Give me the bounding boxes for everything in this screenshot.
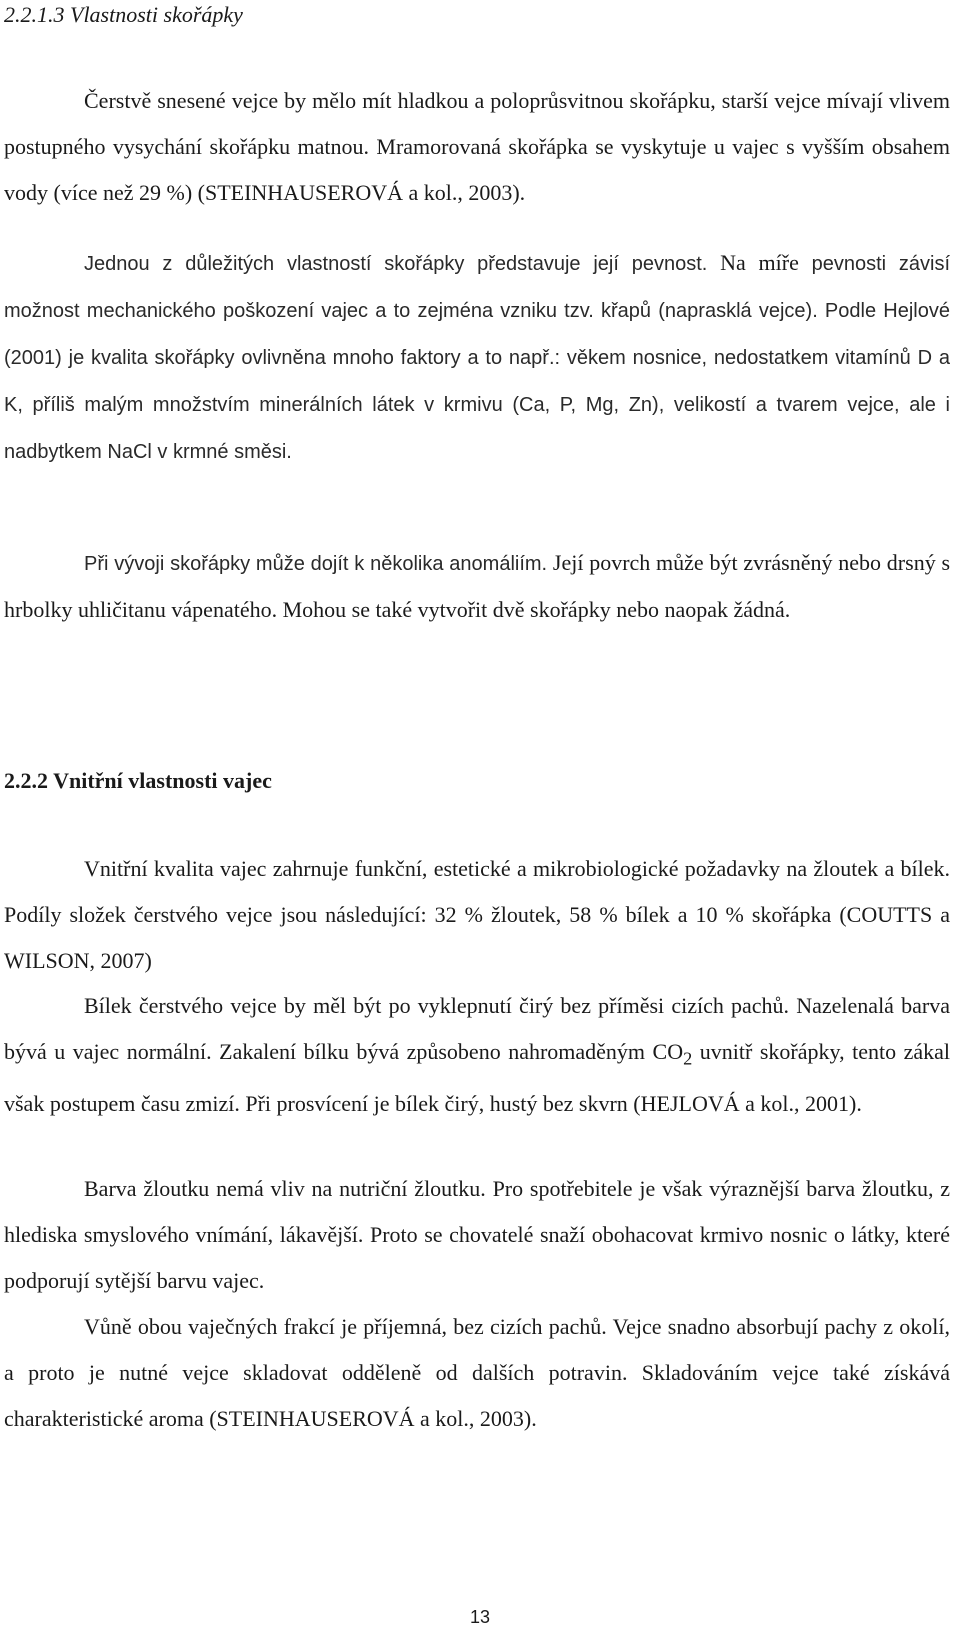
paragraph-text: Čerstvě snesené vejce by mělo mít hladkou a poloprůsvitnou skořápku, starší vejce mívají vlivem postupného vysychání skořápku matnou. Mramorovaná skořápka se vyskytuje u vajec s vyšším obsahem vody (více než 29 %) (STEINHAUSEROVÁ a kol., 2003). xyxy=(4,88,950,205)
text-run: věkem nosnice, nedostatkem vitamínů D a K, příliš malým množstvím minerálních látek v krmivu (Ca, P, Mg, Zn), velikostí a tvarem vejce, ale i nadbytkem NaCl v krmné směsi. xyxy=(4,347,950,463)
text-run: pevnosti závisí možnost mechanického poškození vajec a to zejména vzniku tzv. křapů (naprasklá vejce). xyxy=(4,253,951,322)
text-run: Při vývoji skořápky může dojít k několika anomáliím. xyxy=(84,553,548,575)
section-heading-shell-properties: 2.2.1.3 Vlastnosti skořápky xyxy=(4,2,243,27)
text-run: Podle Hejlové (2001) je kvalita skořápky ovlivněna mnoho faktory a to např.: xyxy=(4,300,950,369)
text-run: uvnitř skořápky, tento zákal však postupem času zmizí. Při prosvícení je bílek čirý, hustý bez skvrn (HEJLOVÁ a kol., 2001). xyxy=(4,1039,951,1117)
text-run: Na míře xyxy=(720,250,799,275)
paragraph-text: Vůně obou vaječných frakcí je příjemná, bez cizích pachů. Vejce snadno absorbují pachy z okolí, a proto je nutné vejce skladovat odděleně od dalších potravin. Skladováním vejce také získává charakteristické aroma (STEINHAUSEROVÁ a kol., 2003). xyxy=(4,1314,950,1431)
paragraph-internal-quality xyxy=(4,846,950,984)
text-run: Bílek čerstvého vejce by měl být po vyklepnutí čirý bez příměsi cizích pachů. Nazelenalá barva bývá u vajec normální. Zakalení bílku bývá způsobeno nahromaděným CO xyxy=(4,993,950,1064)
paragraph-text: Vnitřní kvalita vajec zahrnuje funkční, estetické a mikrobiologické požadavky na žloutek a bílek. Podíly složek čerstvého vejce jsou následující: 32 % žloutek, 58 % bílek a 10 % skořápka (COUTTS a WILSON, 2007) xyxy=(4,856,950,973)
paragraph-shell-appearance xyxy=(4,78,950,216)
paragraph-text: Barva žloutku nemá vliv na nutriční žloutku. Pro spotřebitele je však výraznější barva žloutku, z hlediska smyslového vnímání, lákavější. Proto se chovatelé snaží obohacovat krmivo nosnic o látky, které podporují sytější barvu vajec. xyxy=(4,1176,950,1293)
section-heading-internal-properties: 2.2.2 Vnitřní vlastnosti vajec xyxy=(4,768,272,793)
page-number: 13 xyxy=(469,1607,491,1627)
paragraph-shell-strength xyxy=(4,240,950,475)
paragraph-egg-white xyxy=(4,983,950,1127)
text-run: Její povrch může být zvrásněný nebo drsný s hrbolky uhličitanu vápenatého. Mohou se také vytvořit dvě skořápky nebo naopak žádná. xyxy=(4,550,951,622)
paragraph-yolk-color xyxy=(4,1166,950,1304)
paragraph-shell-anomalies xyxy=(4,540,950,633)
subscript: 2 xyxy=(683,1048,693,1069)
paragraph-aroma xyxy=(4,1304,950,1442)
text-run: Jednou z důležitých vlastností skořápky představuje její pevnost. xyxy=(84,253,708,275)
